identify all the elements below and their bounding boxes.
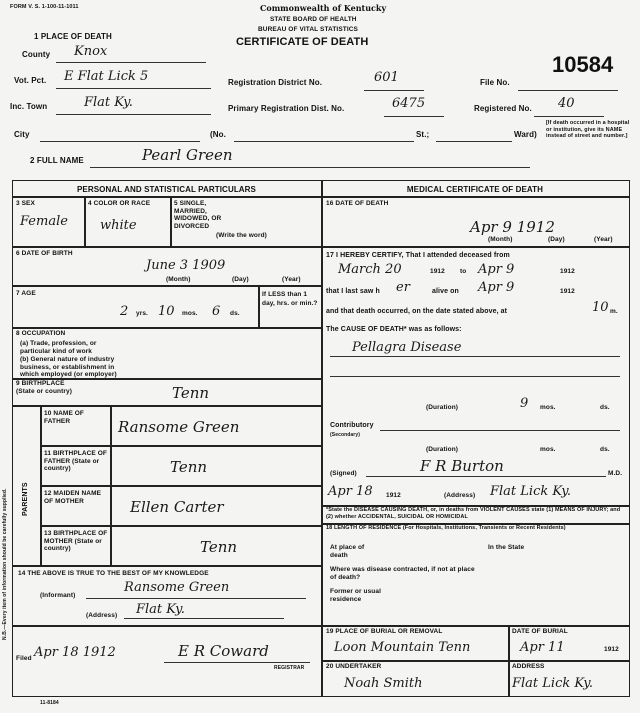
duration-units-2: mos. (540, 446, 556, 453)
mos-label: mos. (182, 310, 198, 317)
age-months: 10 (158, 304, 175, 319)
attended-from: March 20 (338, 262, 402, 277)
certify-label: 17 I HEREBY CERTIFY, That I attended deceased from (326, 252, 510, 259)
at-place-label: At place of death (330, 544, 365, 559)
primary-reg-label: Primary Registration Dist. No. (228, 104, 345, 113)
yrs-label: yrs. (136, 310, 148, 317)
cause-footnote: *State the DISEASE CAUSING DEATH, or, in deaths from VIOLENT CAUSES state (1) MEANS OF INJURY; and (2) whether ACCIDENTAL, SUICIDAL OR HOMICIDAL (326, 507, 621, 520)
hospital-note: [If death occurred in a hospital or institution, give its NAME instead of street and number.] (546, 120, 630, 139)
reg-district-value: 601 (374, 70, 399, 85)
undertaker-label: 20 UNDERTAKER (326, 663, 382, 670)
secondary-label: (Secondary) (330, 432, 360, 438)
undertaker-address-label: ADDRESS (512, 663, 545, 670)
duration-ds-2: ds. (600, 446, 610, 453)
dob-value: June 3 1909 (146, 258, 226, 273)
former-label: Former or usual residence (330, 588, 381, 603)
mother-name-label: 12 MAIDEN NAME OF MOTHER (44, 490, 102, 505)
dob-day-label: (Day) (232, 276, 249, 283)
burial-date-label: DATE OF BURIAL (512, 628, 568, 635)
burial-date-value: Apr 11 (520, 640, 565, 655)
occupation-a: (a) Trade, profession, or particular kind of work (20, 340, 97, 355)
burial-place-label: 19 PLACE OF BURIAL OR REMOVAL (326, 628, 443, 635)
occupation-b: (b) General nature of industry business, or establishment in which employed (or employer) (20, 356, 117, 378)
address-label: (Address) (86, 612, 118, 619)
contracted-label: Where was disease contracted, if not at place of death? (330, 566, 475, 581)
full-name-value: Pearl Green (142, 146, 233, 164)
occupation-label: 8 OCCUPATION (16, 330, 66, 337)
marital-note: (Write the word) (216, 232, 267, 239)
registrar-label: REGISTRAR (274, 665, 305, 671)
age-years: 2 (120, 304, 129, 319)
place-of-death-label: 1 PLACE OF DEATH (34, 32, 112, 41)
marital-label: 5 SINGLE, MARRIED, WIDOWED, OR DIVORCED (174, 200, 222, 230)
cause-label: The CAUSE OF DEATH* was as follows: (326, 326, 462, 333)
in-state-label: In the State (488, 544, 525, 551)
residence-label: 18 LENGTH OF RESIDENCE (For Hospitals, Institutions, Transients or Recent Residents) (326, 525, 566, 531)
mother-birthplace-value: Tenn (200, 538, 238, 556)
burial-place-value: Loon Mountain Tenn (334, 640, 471, 655)
signed-label: (Signed) (330, 470, 357, 477)
undertaker-value: Noah Smith (344, 676, 423, 691)
signed-date-value: Apr 18 (328, 484, 373, 499)
last-saw-label: that I last saw h (326, 288, 380, 295)
informant-statement: 14 THE ABOVE IS TRUE TO THE BEST OF MY KNOWLEDGE (18, 570, 209, 577)
personal-section-title: PERSONAL AND STATISTICAL PARTICULARS (76, 185, 256, 194)
duration-label: (Duration) (426, 404, 459, 411)
county-label: County (22, 50, 51, 59)
city-label: City (14, 130, 30, 139)
commonwealth-heading: Commonwealth of Kentucky (260, 3, 387, 13)
attended-to: Apr 9 (478, 262, 515, 277)
filed-label: Filed (16, 655, 32, 662)
certificate-title: CERTIFICATE OF DEATH (236, 36, 369, 48)
county-value: Knox (74, 44, 108, 59)
dob-label: 6 DATE OF BIRTH (16, 250, 73, 257)
vot-pct-label: Vot. Pct. (14, 76, 47, 85)
registered-no-label: Registered No. (474, 104, 532, 113)
dod-day-label: (Day) (548, 236, 565, 243)
medical-address-value: Flat Lick Ky. (490, 484, 571, 499)
md-label: M.D. (608, 470, 623, 477)
alive-on-year: 1912 (560, 288, 575, 295)
father-birthplace-label: 11 BIRTHPLACE OF FATHER (State or country) (44, 450, 107, 472)
less-than-label: If LESS than 1 day, hrs. or min.? (262, 291, 318, 307)
dob-year-label: (Year) (282, 276, 301, 283)
father-name-value: Ransome Green (118, 418, 240, 436)
board-heading: STATE BOARD OF HEALTH (270, 16, 357, 23)
primary-reg-value: 6475 (392, 96, 426, 111)
informant-value: Ransome Green (124, 580, 230, 595)
birthplace-value: Tenn (172, 384, 210, 402)
medical-section-title: MEDICAL CERTIFICATE OF DEATH (406, 185, 544, 194)
ds-label: ds. (230, 310, 240, 317)
inc-town-label: Inc. Town (10, 102, 48, 111)
no-label: (No. (210, 130, 226, 139)
bureau-heading: BUREAU OF VITAL STATISTICS (258, 26, 358, 33)
color-value: white (100, 218, 137, 233)
death-hour: 10 (592, 300, 609, 315)
dod-year-label: (Year) (594, 236, 613, 243)
inc-town-value: Flat Ky. (84, 95, 133, 110)
ward-label: Ward) (514, 130, 537, 139)
age-days: 6 (212, 304, 221, 319)
filed-value: Apr 18 1912 (34, 645, 116, 660)
duration-units: mos. (540, 404, 556, 411)
attended-from-year: 1912 (430, 268, 445, 275)
st-label: St.; (416, 130, 430, 139)
dob-month-label: (Month) (166, 276, 191, 283)
mother-name-value: Ellen Carter (130, 498, 224, 516)
duration-label-2: (Duration) (426, 446, 459, 453)
alive-on-value: Apr 9 (478, 280, 515, 295)
sex-label: 3 SEX (16, 200, 35, 207)
vot-pct-value: E Flat Lick 5 (64, 69, 149, 84)
contributory-label: Contributory (330, 422, 374, 429)
birthplace-label: 9 BIRTHPLACE (State or country) (16, 380, 72, 395)
alive-on-label: alive on (432, 288, 459, 295)
margin-note: N.B.—Every item of information should be carefully supplied. (2, 488, 8, 640)
informant-address-value: Flat Ky. (136, 602, 185, 617)
mother-birthplace-label: 13 BIRTHPLACE OF MOTHER (State or country) (44, 530, 108, 552)
reg-district-label: Registration District No. (228, 78, 323, 87)
age-label: 7 AGE (16, 290, 36, 297)
signed-value: F R Burton (420, 457, 504, 475)
signed-date-year: 1912 (386, 492, 401, 499)
sex-value: Female (20, 214, 68, 229)
date-of-death-label: 16 DATE OF DEATH (326, 200, 389, 207)
registered-no-value: 40 (558, 96, 575, 111)
file-no-label: File No. (480, 78, 510, 87)
informant-label: (Informant) (40, 592, 76, 599)
to-label: to (460, 268, 467, 275)
father-name-label: 10 NAME OF FATHER (44, 410, 85, 425)
m-label: m. (610, 308, 618, 315)
attended-to-year: 1912 (560, 268, 575, 275)
footer-code: 11-8184 (40, 700, 59, 706)
color-label: 4 COLOR OR RACE (88, 200, 151, 207)
father-birthplace-value: Tenn (170, 458, 208, 476)
form-code: FORM V. S. 1-100-11-1011 (10, 4, 79, 10)
full-name-label: 2 FULL NAME (30, 156, 84, 165)
duration-value: 9 (520, 396, 529, 411)
cause-value: Pellagra Disease (352, 340, 462, 355)
last-saw-value: er (396, 280, 410, 295)
dod-month-label: (Month) (488, 236, 513, 243)
date-of-death-value: Apr 9 1912 (470, 218, 555, 236)
undertaker-address-value: Flat Lick Ky. (512, 676, 593, 691)
death-occurred-label: and that death occurred, on the date stated above, at (326, 308, 508, 315)
medical-address-label: (Address) (444, 492, 476, 499)
registrar-signature: E R Coward (178, 642, 269, 660)
burial-year: 1912 (604, 646, 619, 653)
parents-label: PARENTS (22, 482, 29, 516)
file-number: 10584 (552, 52, 614, 77)
duration-ds: ds. (600, 404, 610, 411)
